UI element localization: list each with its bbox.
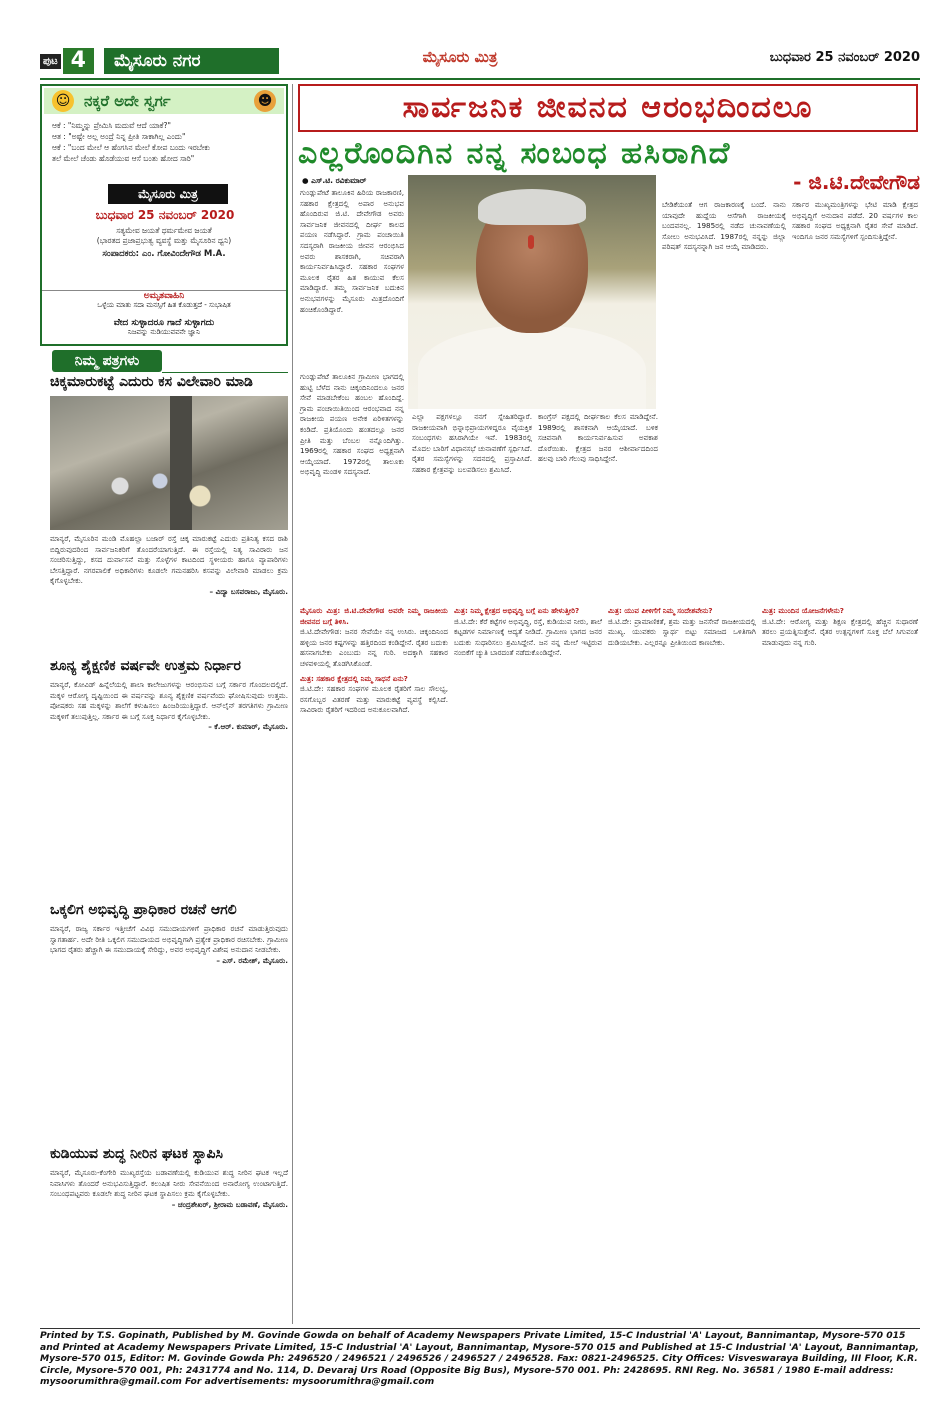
page-tag: ಪುಟ: [40, 54, 61, 69]
letter-3: [50, 924, 288, 966]
letters-heading: ನಿಮ್ಮ ಪತ್ರಗಳು: [52, 350, 162, 372]
letter-signature: – ವಿದ್ಯಾ ಬಸವರಾಜು, ಮೈಸೂರು.: [209, 586, 288, 596]
hair: [478, 189, 586, 225]
story-col-2: [300, 372, 404, 478]
qa-col-2: [454, 606, 602, 659]
motto: ಸತ್ಯಮೇವ ಜಯತೆ ಧರ್ಮಮೇವ ಜಯತೆ: [116, 226, 212, 235]
garbage: [60, 466, 260, 516]
section-title: ಮೈಸೂರು ನಗರ: [104, 48, 279, 74]
story-text: ಸರ್ಕಾರ ಮುಖ್ಯಮಂತ್ರಿಗಳನ್ನು ಭೇಟಿ ಮಾಡಿ ಕ್ಷೇತ್ರದ ಅಭಿವೃದ್ಧಿಗೆ ಅನುದಾನ ಪಡೆದೆ. 20 ವರ್ಷಗಳ ಕಾಲ ಸಹಕಾರ ಸಂಘದ ಅಧ್ಯಕ್ಷನಾಗಿ ರೈತರ ಸೇವೆ ಮಾಡಿದೆ. ಇಂದಿಗೂ ಜನರ ಸಮಸ್ಯೆಗಳಿಗೆ ಸ್ಪಂದಿಸುತ್ತಿದ್ದೇನೆ.: [792, 200, 918, 241]
story-col-6: [792, 200, 918, 242]
footer-rule: [40, 1328, 920, 1329]
letter-1: [50, 534, 288, 598]
story-text: ಕಾಂಗ್ರೆಸ್ ಪಕ್ಷದಲ್ಲಿ ದೀರ್ಘಕಾಲ ಕೆಲಸ ಮಾಡಿದ್ದೇನೆ. 1989ರಲ್ಲಿ ಶಾಸಕನಾಗಿ ಆಯ್ಕೆಯಾದೆ. ಬಳಿಕ ಸಚಿವನಾಗಿ ಕಾರ್ಯನಿರ್ವಹಿಸುವ ಅವಕಾಶ ದೊರೆಯಿತು. ಕ್ಷೇತ್ರದ ಜನರ ಆಶೀರ್ವಾದದಿಂದ ಹಲವು ಬಾರಿ ಗೆಲುವು ಸಾಧಿಸಿದ್ದೇನೆ.: [538, 412, 658, 464]
letters-heading-rule: [162, 350, 288, 373]
amr-title: ಅಮೃತವಾಹಿನಿ: [143, 291, 185, 301]
page-number: 4: [63, 48, 94, 74]
mysore-mitra-label: ಮೈಸೂರು ಮಿತ್ರ: [108, 184, 228, 204]
amruthavahini: [42, 290, 286, 315]
story-col-3: [412, 412, 532, 476]
question: ಮಿತ್ರ: ಮುಂದಿನ ಯೋಜನೆಗಳೇನು?: [762, 606, 844, 615]
answer: ಜಿ.ಟಿ.ದೇ: ಸಹಕಾರ ಸಂಘಗಳ ಮೂಲಕ ರೈತರಿಗೆ ಸಾಲ ಸೌಲಭ್ಯ, ರಸಗೊಬ್ಬರ ವಿತರಣೆ ಮತ್ತು ಮಾರುಕಟ್ಟೆ ವ್ಯವಸ್ಥೆ ಕಲ್ಪಿಸಿದೆ. ಸಾವಿರಾರು ರೈತರಿಗೆ ಇದರಿಂದ ಅನುಕೂಲವಾಗಿದೆ.: [300, 684, 448, 715]
portrait-photo: [408, 175, 656, 409]
story-text: ಗುಂಡ್ಲುಪೇಟೆ ತಾಲೂಕಿನ ಹಿರಿಯ ರಾಜಕಾರಣಿ, ಸಹಕಾರ ಕ್ಷೇತ್ರದಲ್ಲಿ ಅಪಾರ ಅನುಭವ ಹೊಂದಿರುವ ಜಿ.ಟಿ. ದೇವೇಗೌಡ ಅವರು ಸಾರ್ವಜನಿಕ ಜೀವನದಲ್ಲಿ ದೀರ್ಘ ಕಾಲದ ಪಯಣ ನಡೆಸಿದ್ದಾರೆ. ಗ್ರಾಮ ಪಂಚಾಯಿತಿ ಸದಸ್ಯರಾಗಿ ರಾಜಕೀಯ ಜೀವನ ಆರಂಭಿಸಿದ ಅವರು ಶಾಸಕರಾಗಿ, ಸಚಿವರಾಗಿ ಕಾರ್ಯನಿರ್ವಹಿಸಿದ್ದಾರೆ. ಸಹಕಾರ ಸಂಘಗಳ ಮೂಲಕ ರೈತರ ಹಿತ ಕಾಯುವ ಕೆಲಸ ಮಾಡಿದ್ದಾರೆ. ತಮ್ಮ ಸಾರ್ವಜನಿಕ ಬದುಕಿನ ಅನುಭವಗಳನ್ನು ಮೈಸೂರು ಮಿತ್ರದೊಂದಿಗೆ ಹಂಚಿಕೊಂಡಿದ್ದಾರೆ.: [300, 188, 404, 314]
letter-headline: ಕುಡಿಯುವ ಶುದ್ಧ ನೀರಿನ ಘಟಕ ಸ್ಥಾಪಿಸಿ: [50, 1146, 223, 1162]
letter-headline: ಒಕ್ಕಲಿಗ ಅಭಿವೃದ್ಧಿ ಪ್ರಾಧಿಕಾರ ರಚನೆ ಆಗಲಿ: [50, 902, 237, 918]
humor-line: ಆಕೆ : "ಬಂದ ಮೇಲೆ ಆ ಹೆಂಗಸಿನ ಮೇಲೆ ಕೋಪ ಬಂದು ಇರಬೇಕು: [52, 143, 211, 152]
byline: ● ಎಸ್.ಟಿ. ರವಿಕುಮಾರ್: [302, 176, 367, 185]
proverb: ವೇದ ಸುಳ್ಳಾದರೂ ಗಾದೆ ಸುಳ್ಳಾಗದು: [113, 318, 215, 328]
story-col-4: [538, 412, 658, 465]
header-rule: [40, 78, 920, 80]
humor-header: [44, 88, 284, 114]
question: ಮಿತ್ರ: ಯುವ ಪೀಳಿಗೆಗೆ ನಿಮ್ಮ ಸಂದೇಶವೇನು?: [608, 606, 713, 615]
column-divider: [292, 84, 293, 1324]
question: ಮಿತ್ರ: ಸಹಕಾರ ಕ್ಷೇತ್ರದಲ್ಲಿ ನಿಮ್ಮ ಸಾಧನೆ ಏನು?: [300, 673, 408, 683]
answer: ಜಿ.ಟಿ.ದೇ: ಆರೋಗ್ಯ ಮತ್ತು ಶಿಕ್ಷಣ ಕ್ಷೇತ್ರದಲ್ಲಿ ಹೆಚ್ಚಿನ ಸುಧಾರಣೆ ತರಲು ಪ್ರಯತ್ನಿಸುತ್ತೇನೆ. ರೈತರ ಉತ್ಪನ್ನಗಳಿಗೆ ಸೂಕ್ತ ಬೆಲೆ ಸಿಗುವಂತೆ ಮಾಡುವುದು ನನ್ನ ಗುರಿ.: [762, 616, 918, 647]
story-text: ಎಲ್ಲಾ ಪಕ್ಷಗಳಲ್ಲೂ ನನಗೆ ಸ್ನೇಹಿತರಿದ್ದಾರೆ. ರಾಜಕೀಯವಾಗಿ ಭಿನ್ನಾಭಿಪ್ರಾಯಗಳಿದ್ದರೂ ವೈಯಕ್ತಿಕ ಸಂಬಂಧಗಳು ಹಸಿರಾಗಿಯೇ ಇವೆ. 1983ರಲ್ಲಿ ಮೊದಲ ಬಾರಿಗೆ ವಿಧಾನಸಭೆ ಚುನಾವಣೆಗೆ ಸ್ಪರ್ಧಿಸಿದೆ. ರೈತರ ಸಮಸ್ಯೆಗಳನ್ನು ಸದನದಲ್ಲಿ ಪ್ರಸ್ತಾಪಿಸಿದೆ. ಸಹಕಾರ ಕ್ಷೇತ್ರವನ್ನು ಬಲಪಡಿಸಲು ಶ್ರಮಿಸಿದೆ.: [412, 412, 532, 474]
humor-text: [52, 120, 280, 164]
main-headline-attribution: - ಜಿ.ಟಿ.ದೇವೇಗೌಡ: [793, 170, 920, 194]
story-col-5: [662, 200, 786, 253]
letter-signature: – ಕೆ.ಆರ್. ಕುಮಾರ್, ಮೈಸೂರು.: [208, 722, 288, 732]
letter-body: ಮಾನ್ಯರೆ, ಮೈಸೂರು-ಕೆಂಗೇರಿ ಮುಖ್ಯರಸ್ತೆಯ ಬಡಾವಣೆಯಲ್ಲಿ ಕುಡಿಯುವ ಶುದ್ಧ ನೀರಿನ ಘಟಕ ಇಲ್ಲದೆ ನಿವಾಸಿಗಳು ತೊಂದರೆ ಅನುಭವಿಸುತ್ತಿದ್ದಾರೆ. ಕಲುಷಿತ ನೀರು ಸೇವನೆಯಿಂದ ಅನಾರೋಗ್ಯ ಉಂಟಾಗುತ್ತಿದೆ. ಸಂಬಂಧಪಟ್ಟವರು ಕೂಡಲೇ ಶುದ್ಧ ನೀರಿನ ಘಟಕ ಸ್ಥಾಪಿಸಲು ಕ್ರಮ ಕೈಗೊಳ್ಳಬೇಕು.: [50, 1168, 288, 1199]
masthead: ಮೈಸೂರು ಮಿತ್ರ: [422, 48, 498, 66]
letter-signature: – ಚಂದ್ರಶೇಖರ್, ಶ್ರೀರಾಮ ಬಡಾವಣೆ, ಮೈಸೂರು.: [171, 1199, 288, 1209]
letter-body: ಮಾನ್ಯರೆ, ಮೈಸೂರಿನ ಮಂಡಿ ಮೊಹಲ್ಲಾ ಬಜಾರ್ ರಸ್ತೆ ಚಿಕ್ಕ ಮಾರುಕಟ್ಟೆ ಎದುರು ಪ್ರತಿನಿತ್ಯ ಕಸದ ರಾಶಿ ಬಿದ್ದಿರುವುದರಿಂದ ಸಾರ್ವಜನಿಕರಿಗೆ ತೊಂದರೆಯಾಗುತ್ತಿದೆ. ಈ ರಸ್ತೆಯಲ್ಲಿ ನಿತ್ಯ ಸಾವಿರಾರು ಜನ ಸಂಚರಿಸುತ್ತಿದ್ದು, ಕಸದ ದುರ್ವಾಸನೆ ಮತ್ತು ಸೊಳ್ಳೆಗಳ ಕಾಟದಿಂದ ಸ್ಥಳೀಯರು ಹಾಗೂ ವ್ಯಾಪಾರಿಗಳು ಬೇಸತ್ತಿದ್ದಾರೆ. ನಗರಪಾಲಿಕೆ ಅಧಿಕಾರಿಗಳು ಕೂಡಲೇ ಗಮನಹರಿಸಿ ಕಸವನ್ನು ವಿಲೇವಾರಿ ಮಾಡಲು ಕ್ರಮ ಕೈಗೊಳ್ಳಬೇಕು.: [50, 534, 288, 586]
letter-headline: ಚಿಕ್ಕಮಾರುಕಟ್ಟೆ ಎದುರು ಕಸ ವಿಲೇವಾರಿ ಮಾಡಿ: [50, 374, 253, 390]
humor-line: ಆತ : "ಅಷ್ಟೇ ಅಲ್ಲ ಅಂದ್ರೆ ನಿನ್ನ ಪ್ರೀತಿ ಸಾಕಾಗಿಲ್ಲ ಎಂದು": [52, 132, 186, 141]
proverb-box: [42, 318, 286, 344]
letter-body: ಮಾನ್ಯರೆ, ರಾಜ್ಯ ಸರ್ಕಾರ ಇತ್ತೀಚೆಗೆ ವಿವಿಧ ಸಮುದಾಯಗಳಿಗೆ ಪ್ರಾಧಿಕಾರ ರಚನೆ ಮಾಡುತ್ತಿರುವುದು ಸ್ವಾಗತಾರ್ಹ. ಅದೇ ರೀತಿ ಒಕ್ಕಲಿಗ ಸಮುದಾಯದ ಅಭಿವೃದ್ಧಿಗಾಗಿ ಪ್ರತ್ಯೇಕ ಪ್ರಾಧಿಕಾರ ರಚಿಸಬೇಕು. ಗ್ರಾಮೀಣ ಭಾಗದ ರೈತರು ಹೆಚ್ಚಾಗಿ ಈ ಸಮುದಾಯಕ್ಕೆ ಸೇರಿದ್ದು, ಅವರ ಅಭಿವೃದ್ಧಿಗೆ ವಿಶೇಷ ಅನುದಾನ ನೀಡಬೇಕು.: [50, 924, 288, 955]
tilak: [528, 235, 534, 249]
humor-line: ತಲೆ ಮೇಲೆ ಚೆಂಡು ಹೊಡೆಯುವ ಆಸೆ ಬಂತು ಹೋದ ಸಾರಿ": [52, 154, 195, 163]
imprint-footer: [0, 1330, 945, 1424]
main-headline-1: ಸಾರ್ವಜನಿಕ ಜೀವನದ ಆರಂಭದಿಂದಲೂ: [298, 84, 918, 132]
letter-4: [50, 1168, 288, 1210]
proverb-sub: ನಿಜವನ್ನು ನುಡಿಯುವವನೇ ಜ್ಞಾನಿ: [127, 328, 201, 336]
story-text: ಬೇಡಿಕೆಯಂತೆ ಆಗ ರಾಜಕಾರಣಕ್ಕೆ ಬಂದೆ. ನಾನು ಯಾವುದೇ ಹುದ್ದೆಯ ಆಸೆಗಾಗಿ ರಾಜಕೀಯಕ್ಕೆ ಬಂದವನಲ್ಲ. 1985ರಲ್ಲಿ ನಡೆದ ಚುನಾವಣೆಯಲ್ಲಿ ಸೋಲು ಅನುಭವಿಸಿದೆ. 1987ರಲ್ಲಿ ನನ್ನನ್ನು ಜಿಲ್ಲಾ ಪರಿಷತ್ ಸದಸ್ಯನನ್ನಾಗಿ ಜನ ಆಯ್ಕೆ ಮಾಡಿದರು.: [662, 200, 786, 252]
answer: ಜಿ.ಟಿ.ದೇ: ಕೆರೆ ಕಟ್ಟೆಗಳ ಅಭಿವೃದ್ಧಿ, ರಸ್ತೆ, ಕುಡಿಯುವ ನೀರು, ಶಾಲೆ ಕಟ್ಟಡಗಳ ನಿರ್ಮಾಣಕ್ಕೆ ಆದ್ಯತೆ ನೀಡಿದೆ. ಗ್ರಾಮೀಣ ಭಾಗದ ಜನರ ಬದುಕು ಸುಧಾರಿಸಲು ಶ್ರಮಿಸಿದ್ದೇನೆ. ಜನ ನನ್ನ ಮೇಲೆ ಇಟ್ಟಿರುವ ನಂಬಿಕೆಗೆ ಚ್ಯುತಿ ಬಾರದಂತೆ ನಡೆದುಕೊಂಡಿದ್ದೇನೆ.: [454, 616, 602, 658]
letter-signature: – ಎಸ್. ರಮೇಶ್, ಮೈಸೂರು.: [216, 955, 288, 965]
humor-line: ಆಕೆ : "ನಿಮ್ಮನ್ನು ಪ್ರೇಮಿಸಿ ಮದುವೆ ಆದೆ ಯಾಕೆ?": [52, 121, 171, 130]
letter-body: ಮಾನ್ಯರೆ, ಕೋವಿಡ್ ಹಿನ್ನೆಲೆಯಲ್ಲಿ ಶಾಲಾ ಕಾಲೇಜುಗಳನ್ನು ಆರಂಭಿಸುವ ಬಗ್ಗೆ ಸರ್ಕಾರ ಗೊಂದಲದಲ್ಲಿದೆ. ಮಕ್ಕಳ ಆರೋಗ್ಯ ದೃಷ್ಟಿಯಿಂದ ಈ ವರ್ಷವನ್ನು ಶೂನ್ಯ ಶೈಕ್ಷಣಿಕ ವರ್ಷವೆಂದು ಘೋಷಿಸುವುದು ಉತ್ತಮ. ಪೋಷಕರು ಸಹ ಮಕ್ಕಳನ್ನು ಶಾಲೆಗೆ ಕಳುಹಿಸಲು ಹಿಂಜರಿಯುತ್ತಿದ್ದಾರೆ. ಆನ್‌ಲೈನ್ ತರಗತಿಗಳು ಗ್ರಾಮೀಣ ಮಕ್ಕಳಿಗೆ ತಲುಪುತ್ತಿಲ್ಲ. ಸರ್ಕಾರ ಈ ಬಗ್ಗೆ ಸೂಕ್ತ ನಿರ್ಧಾರ ಕೈಗೊಳ್ಳಬೇಕು.: [50, 680, 288, 721]
page-number-box: [40, 48, 102, 74]
answer: ಜಿ.ಟಿ.ದೇವೇಗೌಡ: ಜನರ ಸೇವೆಯೇ ನನ್ನ ಉಸಿರು. ಚಿಕ್ಕಂದಿನಿಂದ ಹಳ್ಳಿಯ ಜನರ ಕಷ್ಟಗಳನ್ನು ಹತ್ತಿರದಿಂದ ಕಂಡಿದ್ದೇನೆ. ರೈತರ ಬದುಕು ಹಸನಾಗಬೇಕು ಎಂಬುದು ನನ್ನ ಗುರಿ. ಅದಕ್ಕಾಗಿ ಸಹಕಾರ ಚಳವಳಿಯಲ್ಲಿ ತೊಡಗಿಸಿಕೊಂಡೆ.: [300, 627, 448, 668]
dateline: ಬುಧವಾರ 25 ನವಂಬರ್ 2020: [769, 50, 920, 65]
story-text: ಗುಂಡ್ಲುಪೇಟೆ ತಾಲೂಕಿನ ಗ್ರಾಮೀಣ ಭಾಗದಲ್ಲಿ ಹುಟ್ಟಿ ಬೆಳೆದ ನಾನು ಚಿಕ್ಕಂದಿನಿಂದಲೂ ಜನರ ಸೇವೆ ಮಾಡಬೇಕೆಂಬ ಹಂಬಲ ಹೊಂದಿದ್ದೆ. ಗ್ರಾಮ ಪಂಚಾಯಿತಿಯಿಂದ ಆರಂಭವಾದ ನನ್ನ ರಾಜಕೀಯ ಪಯಣ ಅನೇಕ ಏರಿಳಿತಗಳನ್ನು ಕಂಡಿದೆ. ಪ್ರತಿಯೊಂದು ಹಂತದಲ್ಲೂ ಜನರ ಪ್ರೀತಿ ಮತ್ತು ಬೆಂಬಲ ನನ್ನೊಂದಿಗಿತ್ತು. 1969ರಲ್ಲಿ ಸಹಕಾರ ಸಂಘದ ಅಧ್ಯಕ್ಷನಾಗಿ ಆಯ್ಕೆಯಾದೆ. 1972ರಲ್ಲಿ ತಾಲೂಕು ಅಭಿವೃದ್ಧಿ ಮಂಡಳಿ ಸದಸ್ಯನಾದೆ.: [300, 372, 404, 477]
question: ಮಿತ್ರ: ನಿಮ್ಮ ಕ್ಷೇತ್ರದ ಅಭಿವೃದ್ಧಿ ಬಗ್ಗೆ ಏನು ಹೇಳುತ್ತೀರಿ?: [454, 606, 580, 615]
shirt: [418, 325, 646, 409]
amr-text: ಒಳ್ಳೆಯ ಮಾತು ಸದಾ ಮನಸ್ಸಿಗೆ ಹಿತ ಕೊಡುತ್ತದೆ - ಸುಭಾಷಿತ: [97, 301, 231, 309]
imprint-text: Printed by T.S. Gopinath, Published by M. Govinde Gowda on behalf of Academy Newspapers Private Limited, 15-C Industrial 'A' Layout, Bannimantap, Mysore-570 015 and Printed at Academy Newspapers Private Limited, 15-C Industrial 'A' Layout, Bannimantap, Mysore-570 015 and Published at 15-C Industrial 'A' Layout, Bannimantap, Mysore-570 015, Editor: M. Govinde Gowda Ph: 2496520 / 2496521 / 2496526 / 2496527 / 2496528. Fax: 0821-2496525. City Offices: Visveswaraya Building, III Floor, K.R. Circle, Mysore-570 001, Ph: 2431774 and No. 114, D. Devaraj Urs Road (Opposite Big Bus), Mysore-570 001. Ph: 2428695. RNI Reg. No. 36581 / 1980 E-mail address: mysoorumithra@gmail.com For advertisements: mysoorumithra@gmail.com: [40, 1330, 919, 1387]
garbage-photo: [50, 396, 288, 530]
question: ಮೈಸೂರು ಮಿತ್ರ: ಜಿ.ಟಿ.ದೇವೇಗೌಡ ಅವರೇ ನಿಮ್ಮ ರಾಜಕೀಯ ಜೀವನದ ಬಗ್ಗೆ ತಿಳಿಸಿ.: [300, 606, 448, 626]
qa-col-4: [762, 606, 918, 648]
humor-title: ನಕ್ಕರೆ ಅದೇ ಸ್ವರ್ಗ: [84, 92, 171, 110]
qa-col-1: [300, 606, 448, 716]
main-headline-2: ಎಲ್ಲರೊಂದಿಗಿನ ನನ್ನ ಸಂಬಂಧ ಹಸಿರಾಗಿದೆ: [298, 136, 732, 171]
letter-2: [50, 680, 288, 733]
mysore-mitra-date: ಬುಧವಾರ 25 ನವಂಬರ್ 2020: [95, 208, 235, 222]
motto-sub: (ಭಾರತದ ಪ್ರಜಾಪ್ರಭುತ್ವ ವ್ಯವಸ್ಥೆ ಮತ್ತು ಮೈಸೂರಿನ ಧ್ವನಿ): [96, 236, 232, 245]
smiley-icon: ☺: [52, 90, 74, 112]
editor-line: ಸಂಪಾದಕರು: ಎಂ. ಗೋವಿಂದೇಗೌಡ M.A.: [102, 249, 226, 259]
story-col-1: [300, 188, 404, 315]
laughing-figure-icon: ☻: [254, 90, 276, 112]
qa-col-3: [608, 606, 756, 648]
letter-headline: ಶೂನ್ಯ ಶೈಕ್ಷಣಿಕ ವರ್ಷವೇ ಉತ್ತಮ ನಿರ್ಧಾರ: [50, 658, 241, 674]
mysore-mitra-info: [46, 226, 282, 259]
answer: ಜಿ.ಟಿ.ದೇ: ಪ್ರಾಮಾಣಿಕತೆ, ಶ್ರಮ ಮತ್ತು ಜನಸೇವೆ ರಾಜಕೀಯದಲ್ಲಿ ಮುಖ್ಯ. ಯುವಕರು ಸ್ವಾರ್ಥ ಬಿಟ್ಟು ಸಮಾಜದ ಒಳಿತಿಗಾಗಿ ದುಡಿಯಬೇಕು. ಎಲ್ಲರನ್ನೂ ಪ್ರೀತಿಯಿಂದ ಕಾಣಬೇಕು.: [608, 616, 756, 647]
